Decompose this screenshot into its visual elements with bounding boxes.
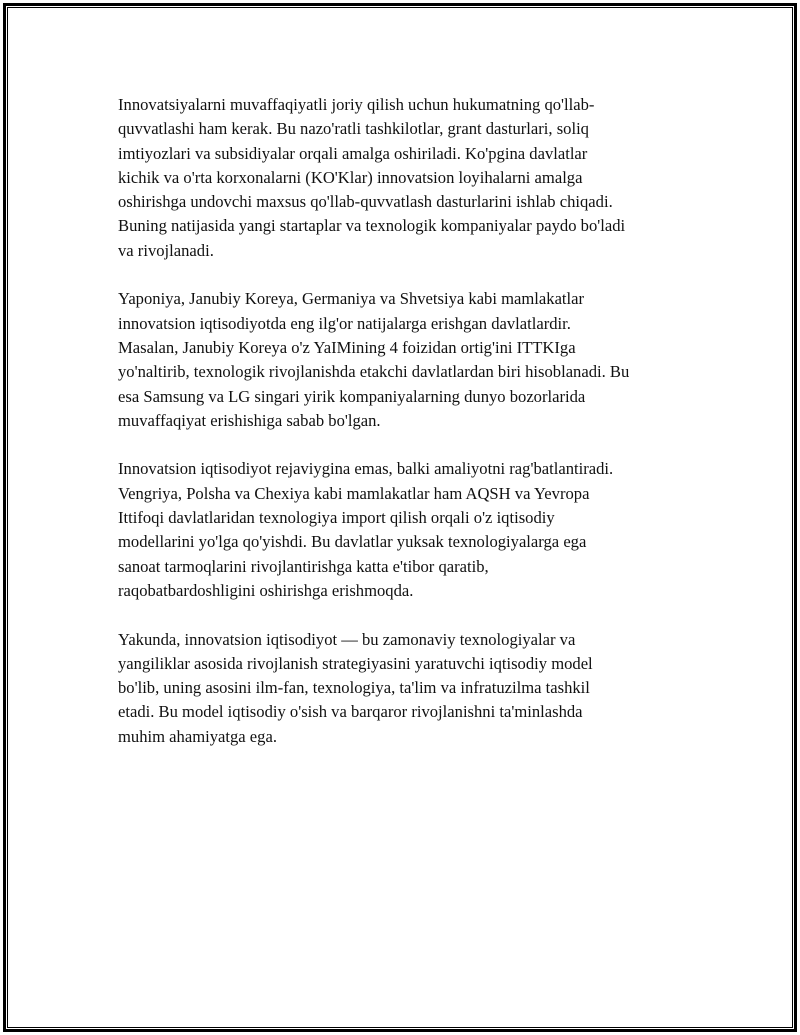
- text-line: sanoat tarmoqlarini rivojlantirishga katta e'tibor qaratib,: [118, 556, 489, 576]
- text-line: yangiliklar asosida rivojlanish strategiyasini yaratuvchi iqtisodiy model: [118, 653, 593, 673]
- text-line: Vengriya, Polsha va Chexiya kabi mamlakatlar ham AQSH va Yevropa: [118, 483, 590, 503]
- text-line: oshirishga undovchi maxsus qo'llab-quvvatlash dasturlarini ishlab chiqadi.: [118, 192, 613, 212]
- text-line: Yakunda, innovatsion iqtisodiyot — bu zamonaviy texnologiyalar va: [118, 629, 576, 649]
- paragraph-leading-countries: [118, 287, 698, 433]
- text-line: yo'naltirib, texnologik rivojlanishda etakchi davlatlardan biri hisoblanadi. Bu: [118, 362, 630, 382]
- text-line: modellarini yo'lga qo'yishdi. Bu davlatlar yuksak texnologiyalarga ega: [118, 532, 587, 552]
- text-line: muvaffaqiyat erishishiga sabab bo'lgan.: [118, 410, 381, 430]
- paragraph-conclusion: [118, 628, 698, 749]
- text-line: innovatsion iqtisodiyotda eng ilg'or natijalarga erishgan davlatlardir.: [118, 313, 571, 333]
- text-line: esa Samsung va LG singari yirik kompaniyalarning dunyo bozorlarida: [118, 386, 586, 406]
- text-line: kichik va o'rta korxonalarni (KO'Klar) innovatsion loyihalarni amalga: [118, 167, 583, 187]
- text-line: Ittifoqi davlatlaridan texnologiya import qilish orqali o'z iqtisodiy: [118, 508, 555, 528]
- text-line: Innovatsiyalarni muvaffaqiyatli joriy qilish uchun hukumatning qo'llab-: [118, 95, 595, 114]
- text-line: muhim ahamiyatga ega.: [118, 726, 277, 746]
- text-line: bo'lib, uning asosini ilm-fan, texnologiya, ta'lim va infratuzilma tashkil: [118, 678, 590, 698]
- document-body: [118, 93, 698, 773]
- text-line: Buning natijasida yangi startaplar va texnologik kompaniyalar paydo bo'ladi: [118, 216, 626, 236]
- text-line: quvvatlashi ham kerak. Bu nazo'ratli tashkilotlar, grant dasturlari, soliq: [118, 119, 589, 139]
- paragraph-practice: [118, 457, 698, 603]
- text-line: imtiyozlari va subsidiyalar orqali amalga oshiriladi. Ko'pgina davlatlar: [118, 143, 588, 163]
- text-line: Masalan, Janubiy Koreya o'z YaIMining 4 foizidan ortig'ini ITTKIga: [118, 337, 576, 357]
- text-line: Yaponiya, Janubiy Koreya, Germaniya va Shvetsiya kabi mamlakatlar: [118, 289, 585, 309]
- text-line: raqobatbardoshligini oshirishga erishmoqda.: [118, 580, 414, 600]
- text-line: va rivojlanadi.: [118, 240, 214, 260]
- text-line: etadi. Bu model iqtisodiy o'sish va barqaror rivojlanishni ta'minlashda: [118, 702, 583, 722]
- text-line: Innovatsion iqtisodiyot rejaviygina emas, balki amaliyotni rag'batlantiradi.: [118, 459, 614, 479]
- paragraph-government-support: [118, 93, 698, 263]
